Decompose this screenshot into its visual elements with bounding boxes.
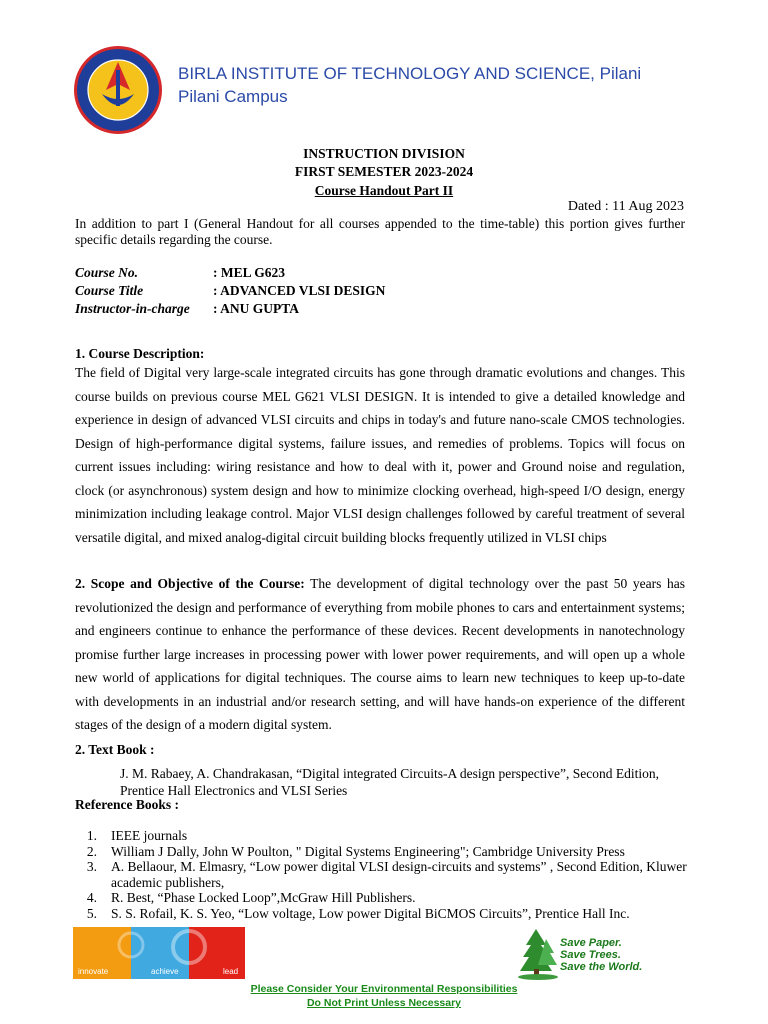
references-heading: Reference Books : — [75, 797, 179, 812]
save-slogan — [560, 937, 642, 973]
ref-number: 4. — [86, 890, 97, 905]
ref-text: R. Best, “Phase Locked Loop”,McGraw Hill Publishers. — [111, 890, 416, 905]
campus-name: Pilani Campus — [178, 87, 288, 106]
footer-line-1: Please Consider Your Environmental Responsibilities — [250, 983, 518, 995]
scope-section — [75, 572, 685, 737]
save-paper-badge — [516, 925, 656, 981]
scope-heading: 2. Scope and Objective of the Course: — [75, 576, 305, 591]
ref-number: 3. — [86, 859, 97, 874]
division-title: INSTRUCTION DIVISION — [303, 146, 465, 161]
institute-name: BIRLA INSTITUTE OF TECHNOLOGY AND SCIENCE, Pilani — [178, 64, 642, 83]
ref-text: A. Bellaour, M. Elmasry, “Low power digital VLSI design-circuits and systems” , Second Edition, Kluwer academic publishers, — [111, 859, 687, 890]
innovate-achieve-lead-banner — [73, 927, 245, 979]
ref-text: William J Dally, John W Poulton, " Digital Systems Engineering"; Cambridge University Press — [111, 843, 625, 859]
save-line-1: Save Paper. — [560, 937, 622, 949]
ref-number: 5. — [86, 905, 97, 921]
dated-line: Dated : 11 Aug 2023 — [567, 199, 684, 214]
references-list — [75, 828, 695, 921]
scope-body: The development of digital technology over the past 50 years has revolutionized the design and performance of everything from mobile phones to cars and entertainment systems; and engineers continue to enhance the performance of these devices. Recent developments in nanotechnology promise further large increases in processing power with lower power requirements, and will open up a whole new world of applications for digital techniques. The course aims to learn new techniques to keep up-to-date with developments in an industrial and/or research setting, and will have hands-on experience of the different stages of the design of a modern digital system. — [75, 576, 686, 732]
save-line-2: Save Trees. — [560, 949, 621, 961]
list-item — [75, 828, 695, 844]
textbook-body: J. M. Rabaey, A. Chandrakasan, “Digital integrated Circuits-A design perspective”, Second Edition, Prentice Hall Electronics and VLSI Series — [120, 766, 659, 798]
description-body: The field of Digital very large-scale integrated circuits has gone through dramatic evolutions and changes. This course builds on previous course MEL G621 VLSI DESIGN. It is intended to give a detailed knowledge and experience in design of advanced VLSI circuits and chips in today's and future nano-scale CMOS technologies. Design of high-performance digital systems, failure issues, and remedies of problems. Topics will focus on current issues including: wiring resistance and how to deal with it, power and Ground noise and regulation, clock (or asynchronous) system design and how to minimize clocking overhead, high-speed I/O design, energy minimization including leakage control. Major VLSI design challenges followed by careful treatment of several versatile digital, and mixed analog-digital circuit building blocks frequently utilized in VLSI chips — [75, 365, 685, 545]
textbook-heading: 2. Text Book : — [75, 742, 155, 757]
instructor-label: Instructor-in-charge — [75, 301, 190, 316]
institute-header — [178, 62, 641, 108]
list-item — [75, 890, 695, 906]
list-item — [75, 844, 695, 860]
bits-logo — [72, 44, 164, 136]
banner-achieve: achieve — [151, 967, 179, 976]
ref-text: IEEE journals — [111, 828, 188, 843]
instructor-value: : ANU GUPTA — [213, 301, 299, 316]
ref-number: 1. — [86, 828, 97, 843]
description-heading: 1. Course Description: — [75, 346, 205, 361]
semester-title: FIRST SEMESTER 2023-2024 — [294, 164, 474, 179]
instructor-row — [75, 300, 299, 319]
footer-line-2: Do Not Print Unless Necessary — [306, 997, 462, 1009]
banner-lead: lead — [223, 967, 239, 976]
course-title-label: Course Title — [75, 283, 144, 298]
course-number-label: Course No. — [75, 265, 139, 280]
handout-title: Course Handout Part II — [314, 183, 454, 198]
ref-number: 2. — [86, 843, 97, 859]
ref-text: S. S. Rofail, K. S. Yeo, “Low voltage, Low power Digital BiCMOS Circuits”, Prentice Hall Inc. — [111, 905, 630, 921]
tree-icon — [516, 925, 560, 981]
course-number-value: : MEL G623 — [213, 265, 286, 280]
intro-paragraph: In addition to part I (General Handout for all courses appended to the time-table) this portion gives further specific details regarding the course. — [75, 216, 685, 247]
course-number-row — [75, 264, 285, 283]
course-title-value: : ADVANCED VLSI DESIGN — [213, 283, 386, 298]
list-item — [75, 859, 695, 890]
course-title-row — [75, 282, 385, 301]
banner-innovate: innovate — [78, 967, 109, 976]
save-line-3: Save the World. — [560, 961, 643, 973]
list-item — [75, 906, 695, 922]
